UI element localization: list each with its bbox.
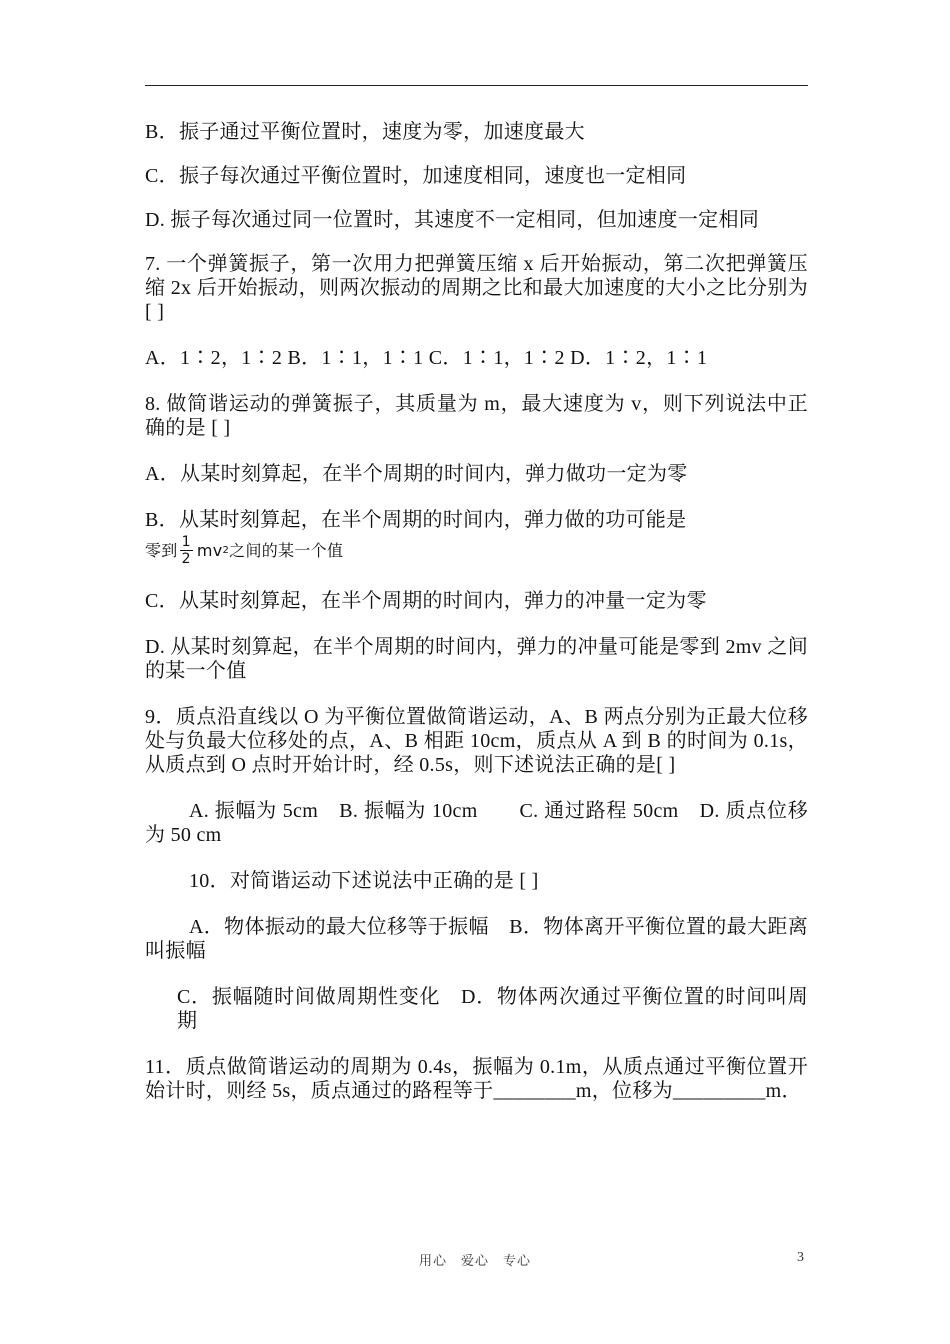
question-8-option-c: C．从某时刻算起，在半个周期的时间内，弹力的冲量一定为零 xyxy=(145,590,707,612)
question-8-option-a: A．从某时刻算起，在半个周期的时间内，弹力做功一定为零 xyxy=(145,463,688,485)
question-10: 10．对简谐运动下述说法中正确的是 [ ] xyxy=(189,870,539,892)
fraction-one-half xyxy=(180,534,193,567)
question-9-options: A. 振幅为 5cm B. 振幅为 10cm C. 通过路程 50cm D. 质点位移为 50 cm xyxy=(145,800,808,846)
formula-mv: mv xyxy=(196,540,223,560)
formula-suffix: 之间的某一个值 xyxy=(229,540,344,560)
question-6-option-d: D. 振子每次通过同一位置时，其速度不一定相同，但加速度一定相同 xyxy=(145,209,760,231)
question-7: 7. 一个弹簧振子，第一次用力把弹簧压缩 x 后开始振动，第二次把弹簧压缩 2x 后开始振动，则两次振动的周期之比和最大加速度的大小之比分别为 [ ] xyxy=(145,253,808,323)
question-8-option-b-formula xyxy=(145,534,808,567)
question-6-option-b: B．振子通过平衡位置时，速度为零，加速度最大 xyxy=(145,121,585,143)
question-8-option-b xyxy=(145,508,808,567)
page-number: 3 xyxy=(797,1250,804,1265)
formula-exponent: 2 xyxy=(222,544,230,556)
question-9: 9．质点沿直线以 O 为平衡位置做简谐运动，A、B 两点分别为正最大位移处与负最大位移处的点，A、B 相距 10cm，质点从 A 到 B 的时间为 0.1s，从质点到 O 点时开始计时，经 0.5s，则下述说法正确的是[ ] xyxy=(145,706,808,776)
page-content xyxy=(145,120,808,1125)
question-10-options-ab: A．物体振动的最大位移等于振幅 B．物体离开平衡位置的最大距离叫振幅 xyxy=(145,916,808,962)
question-7-options: A．1∶2，1∶2 B．1∶1，1∶1 C．1∶1，1∶2 D．1∶2，1∶1 xyxy=(145,347,708,369)
fraction-numerator: 1 xyxy=(181,534,191,550)
footer-motto: 用心 爱心 专心 xyxy=(418,1254,531,1269)
question-6-option-c: C．振子每次通过平衡位置时，加速度相同，速度也一定相同 xyxy=(145,165,687,187)
question-10-options-cd: C．振幅随时间做周期性变化 D．物体两次通过平衡位置的时间叫周期 xyxy=(177,986,808,1032)
question-8: 8. 做简谐运动的弹簧振子，其质量为 m，最大速度为 v，则下列说法中正确的是 [ ] xyxy=(145,393,808,439)
header-rule xyxy=(145,85,808,86)
question-8-option-d: D. 从某时刻算起，在半个周期的时间内，弹力的冲量可能是零到 2mv 之间的某一个值 xyxy=(145,636,808,682)
question-8-option-b-text: B．从某时刻算起，在半个周期的时间内，弹力做的功可能是 xyxy=(145,509,687,531)
formula-prefix: 零到 xyxy=(145,540,178,560)
fraction-denominator: 2 xyxy=(181,551,191,567)
question-11: 11．质点做简谐运动的周期为 0.4s，振幅为 0.1m，从质点通过平衡位置开始计时，则经 5s，质点通过的路程等于________m，位移为_________m． xyxy=(145,1056,808,1102)
